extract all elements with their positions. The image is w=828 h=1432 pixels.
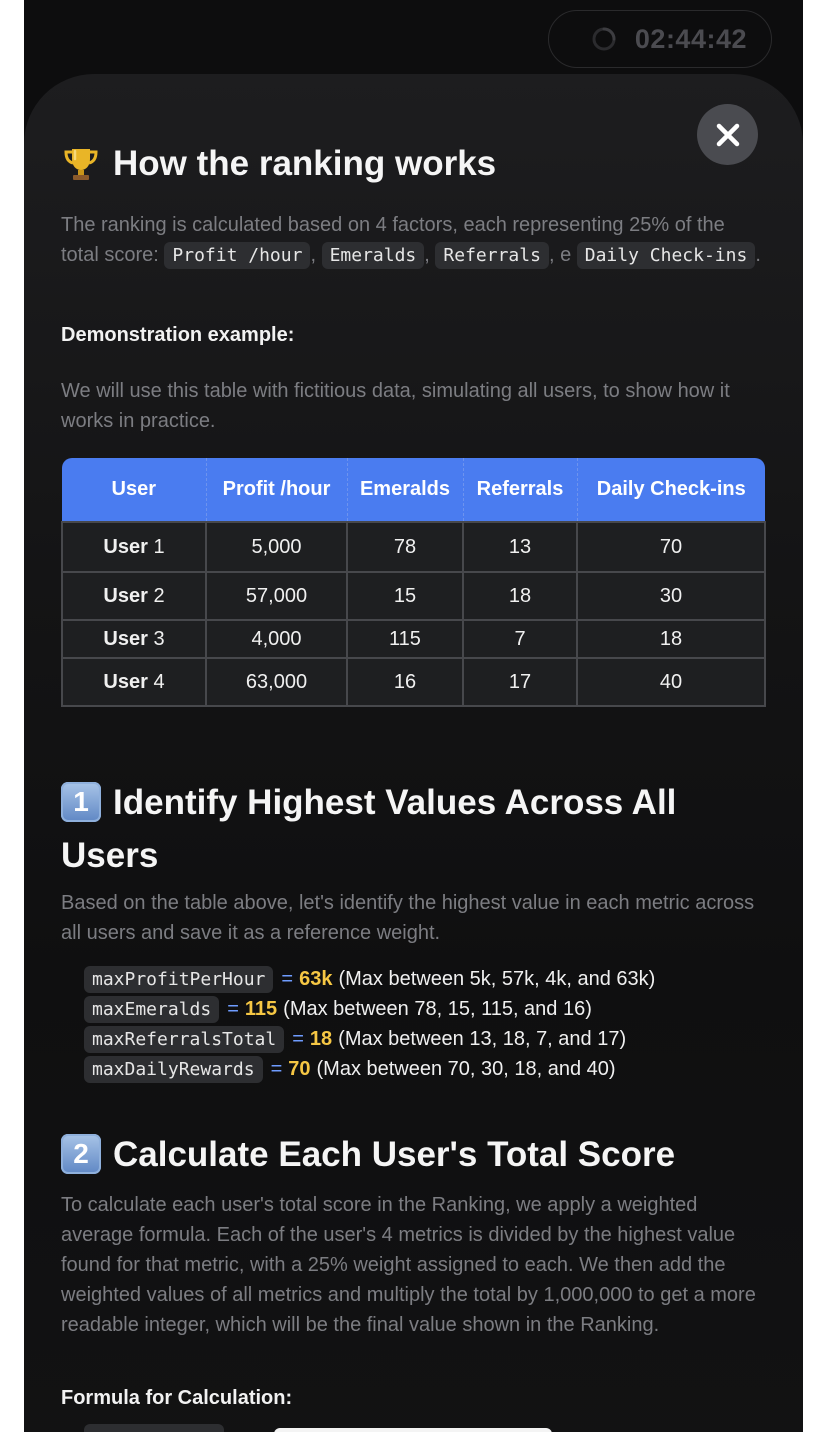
formula-code-block [84, 1424, 224, 1432]
example-table [61, 458, 766, 707]
user-num: 1 [153, 535, 165, 558]
max-value: 70 [288, 1057, 311, 1080]
cell-checkins: 30 [577, 572, 765, 620]
header-daily-checkins: Daily Check-ins [577, 458, 765, 522]
cell-profit: 4,000 [206, 620, 347, 658]
close-button[interactable] [697, 104, 758, 165]
table-row [62, 620, 765, 658]
table-row [62, 522, 765, 572]
close-icon [715, 122, 741, 148]
max-note: (Max between 5k, 57k, 4k, and 63k) [338, 967, 656, 990]
var-name: maxDailyRewards [84, 1056, 263, 1083]
formula-heading: Formula for Calculation: [61, 1387, 293, 1409]
equals-sign: = [227, 997, 239, 1020]
intro-text: The ranking is calculated based on 4 factors, each representing 25% of the total score: [61, 214, 725, 266]
intro-paragraph [61, 210, 766, 271]
cell-checkins: 40 [577, 658, 765, 706]
demo-paragraph: We will use this table with fictitious data, simulating all users, to show how it works in practice. [61, 380, 730, 432]
equals-sign: = [281, 967, 294, 990]
ranking-info-modal [24, 74, 803, 1432]
factor-profit: Profit /hour [164, 242, 310, 269]
cell-referrals: 17 [463, 658, 577, 706]
var-name: maxReferralsTotal [84, 1026, 284, 1053]
cell-referrals: 13 [463, 522, 577, 572]
cell-profit: 5,000 [206, 522, 347, 572]
cell-checkins: 18 [577, 620, 765, 658]
modal-title-text: How the ranking works [113, 144, 497, 183]
max-note: (Max between 78, 15, 115, and 16) [283, 997, 592, 1020]
cell-user [62, 658, 206, 706]
sep-e: e [560, 244, 572, 266]
sep-end: . [755, 244, 761, 266]
sep: , [424, 244, 430, 266]
cell-user [62, 572, 206, 620]
list-item [84, 964, 655, 994]
header-emeralds: Emeralds [347, 458, 463, 522]
cell-profit: 63,000 [206, 658, 347, 706]
keycap-1-icon: 1 [61, 782, 101, 822]
section-2-title: Calculate Each User's Total Score [113, 1135, 676, 1174]
max-value: 63k [299, 967, 333, 990]
list-item [84, 1024, 655, 1054]
section-2-heading [61, 1128, 766, 1181]
list-item [84, 994, 655, 1024]
table-row [62, 658, 765, 706]
timer-text: 02:44:42 [634, 23, 747, 54]
cell-emeralds: 115 [347, 620, 463, 658]
max-value: 18 [309, 1027, 333, 1050]
user-label: User [103, 627, 148, 650]
section-1-heading [61, 776, 766, 882]
cell-emeralds: 78 [347, 522, 463, 572]
user-num: 2 [153, 584, 165, 607]
var-name: maxEmeralds [84, 996, 219, 1023]
user-label: User [103, 584, 148, 607]
cell-emeralds: 16 [347, 658, 463, 706]
max-note: (Max between 13, 18, 7, and 17) [338, 1027, 627, 1050]
user-label: User [103, 535, 148, 558]
equals-sign: = [270, 1057, 283, 1080]
factor-emeralds: Emeralds [322, 242, 425, 269]
cell-profit: 57,000 [206, 572, 347, 620]
max-values-list [84, 964, 655, 1084]
max-value: 115 [244, 997, 278, 1020]
factor-daily-checkins: Daily Check-ins [577, 242, 756, 269]
section-1-title: Identify Highest Values Across All Users [61, 783, 677, 875]
user-num: 4 [153, 670, 165, 693]
header-profit: Profit /hour [206, 458, 347, 522]
factor-referrals: Referrals [435, 242, 549, 269]
sep: , [548, 244, 561, 266]
list-item [84, 1054, 655, 1084]
cell-user [62, 522, 206, 572]
max-note: (Max between 70, 30, 18, and 40) [316, 1057, 616, 1080]
timer-pill [548, 10, 772, 68]
cell-referrals: 7 [463, 620, 577, 658]
modal-title [61, 144, 496, 184]
cell-referrals: 18 [463, 572, 577, 620]
trophy-icon [61, 144, 101, 184]
formula-box [274, 1428, 552, 1432]
var-name: maxProfitPerHour [84, 966, 273, 993]
cell-user [62, 620, 206, 658]
user-label: User [103, 670, 148, 693]
spinner-icon [591, 26, 617, 52]
section-2-paragraph: To calculate each user's total score in the Ranking, we apply a weighted average formula. Each of the user's 4 metrics is divided by the highest value found for that metric, with a 25% weight assigned to each. We then add the weighted values of all metrics and multiply the total by 1,000,000 to get a more readable integer, which will be the final value shown in the Ranking. [61, 1194, 756, 1336]
header-referrals: Referrals [463, 458, 577, 522]
cell-checkins: 70 [577, 522, 765, 572]
table-header-row [62, 458, 765, 522]
demo-heading: Demonstration example: [61, 324, 295, 346]
cell-emeralds: 15 [347, 572, 463, 620]
user-num: 3 [153, 627, 165, 650]
table-row [62, 572, 765, 620]
header-user: User [62, 458, 206, 522]
section-1-paragraph: Based on the table above, let's identify the highest value in each metric across all users and save it as a reference weight. [61, 892, 755, 944]
sep: , [310, 244, 316, 266]
keycap-2-icon: 2 [61, 1134, 101, 1174]
equals-sign: = [292, 1027, 304, 1050]
